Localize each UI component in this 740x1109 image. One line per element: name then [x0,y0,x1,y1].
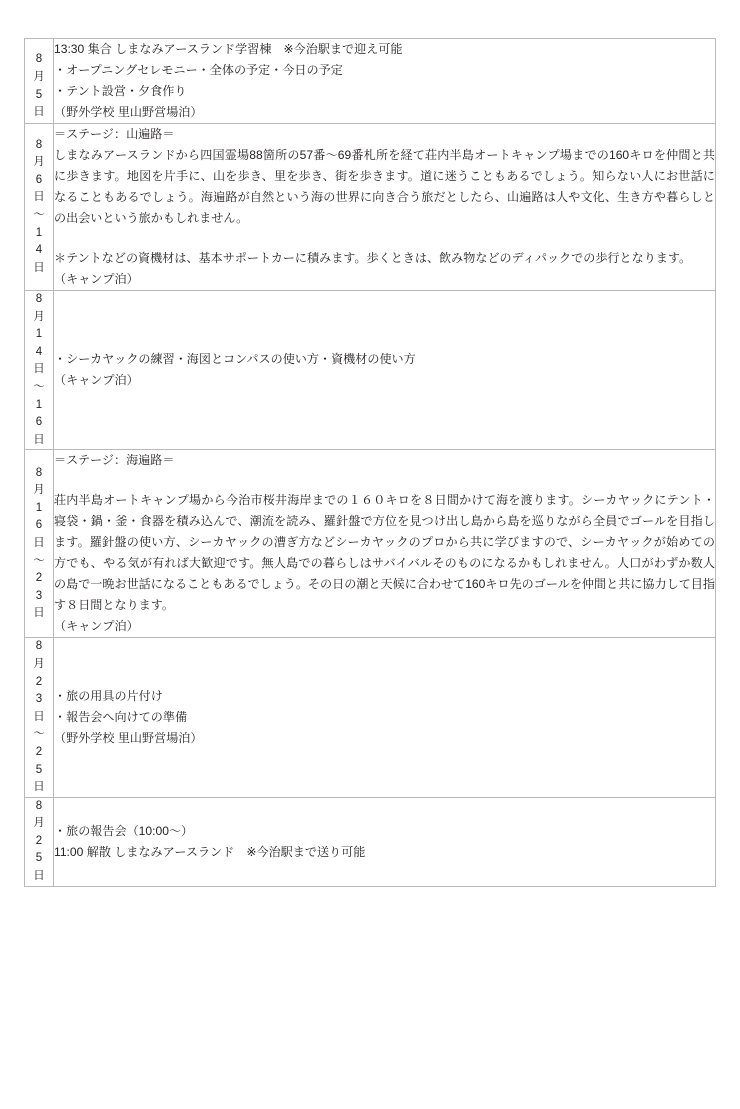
schedule-paragraph: ・旅の用具の片付け [54,689,163,704]
date-char: 2 [35,745,43,758]
schedule-paragraph: ・旅の報告会（10:00〜） [54,823,194,838]
schedule-paragraph: （野外学校 里山野営場泊） [54,105,203,119]
date-char: 6 [35,173,43,186]
date-char: 8 [35,53,43,66]
date-char: 月 [33,657,45,670]
table-row [25,291,716,450]
date-char: 日 [33,363,45,376]
date-char: 8 [35,293,43,305]
date-char: 月 [33,817,45,830]
table-row [25,797,716,886]
schedule-detail-cell [54,39,716,124]
date-char: 4 [35,244,43,257]
date-char: 2 [35,675,43,688]
date-cell [25,39,54,124]
schedule-table [24,38,716,887]
schedule-paragraph: ＊テントなどの資機材は、基本サポートカーに積みます。歩くときは、飲み物などのディパックでの歩行となります。 [54,251,692,265]
date-char: 〜 [33,209,45,221]
date-char: 5 [35,88,43,101]
date-char: 月 [33,156,45,169]
schedule-paragraph: 11:00 解散 しまなみアースランド ※今治駅まで送り可能 [54,844,366,859]
schedule-paragraph: （キャンプ泊） [54,373,139,388]
date-char: 月 [33,70,45,83]
table-row [25,39,716,124]
date-char: 〜 [33,728,45,741]
date-char: 5 [35,763,43,776]
date-char: 8 [35,799,43,812]
schedule-paragraph: ・報告会へ向けての準備 [54,710,188,725]
date-char: 〜 [33,554,45,567]
schedule-detail-cell [54,450,716,638]
date-char: 8 [35,640,43,653]
schedule-paragraph: しまなみアースランドから四国霊場88箇所の57番〜69番札所を経て荘内半島オートキャンプ場までの160キロを仲間と共に歩きます。地図を片手に、山を歩き、里を歩き、街を歩きます。道に迷うこともあるでしょう。知らない人にお世話になることもあるでしょう。海遍路が自然という海の世界に向き合う旅だとしたら、山遍路は人や文化、生き方や暮らしとの出会いという旅かもしれません。 [54,148,715,225]
date-char: 日 [33,191,45,204]
date-char: 2 [35,572,43,585]
date-char: 5 [35,852,43,865]
schedule-paragraph: 13:30 集合 しまなみアースランド学習棟 ※今治駅まで迎え可能 [54,42,403,56]
schedule-detail-cell [54,124,716,291]
table-row [25,124,716,291]
date-cell [25,797,54,886]
date-cell [25,638,54,797]
table-row [25,450,716,638]
date-char: 3 [35,693,43,706]
schedule-paragraph: 荘内半島オートキャンプ場から今治市桜井海岸までの１６０キロを８日間かけて海を渡ります。シーカヤックにテント・寝袋・鍋・釜・食器を積み込んで、潮流を読み、羅針盤で方位を見つけ出し島から島を巡りながら全員でゴールを目指します。羅針盤の使い方、シーカヤックの漕ぎ方などシーカヤックのプロから共に学びますので、シーカヤックが始めての方でも、やる気が有れば大歓迎です。無人島での暮らしはサバイバルそのものになるかもしれません。人口がわずか数人の島で一晩お世話になることもあるでしょう。その日の潮と天候に合わせて160キロ先のゴールを仲間と共に協力して目指す８日間となります。 [54,493,715,613]
date-char: 日 [33,106,45,119]
schedule-detail-cell [54,797,716,886]
date-char: 1 [35,226,43,239]
date-char: 1 [35,328,43,341]
date-char: 2 [35,834,43,847]
schedule-detail-cell [54,638,716,797]
date-char: 6 [35,416,43,429]
date-char: 6 [35,519,43,532]
date-char: 1 [35,501,43,514]
date-char: 8 [35,138,43,151]
date-char: 1 [35,398,43,411]
date-char: 8 [35,466,43,479]
schedule-paragraph: （キャンプ泊） [54,272,139,286]
date-char: 月 [33,484,45,497]
schedule-detail-cell [54,291,716,450]
date-cell [25,450,54,638]
date-char: 日 [33,781,45,794]
date-char: 日 [33,607,45,620]
date-char: 日 [33,537,45,550]
date-char: 日 [33,870,45,883]
date-char: 4 [35,345,43,358]
schedule-paragraph: ・テント設営・夕食作り [54,84,187,98]
schedule-paragraph: （キャンプ泊） [54,619,139,634]
schedule-table-body [25,39,716,887]
schedule-paragraph: （野外学校 里山野営場泊） [54,731,203,746]
date-char: 3 [35,589,43,602]
schedule-paragraph: ・シーカヤックの練習・海図とコンパスの使い方・資機材の使い方 [54,352,416,367]
date-char: 月 [33,310,45,323]
date-cell [25,124,54,291]
date-char: 日 [33,710,45,723]
schedule-paragraph: ・オープニングセレモニー・全体の予定・今日の予定 [54,63,343,77]
date-cell [25,291,54,450]
schedule-paragraph: ＝ステージ：山遍路＝ [54,127,175,141]
date-char: 日 [33,433,45,446]
date-char: 日 [33,261,45,274]
date-char: 〜 [33,380,45,393]
table-row [25,638,716,797]
schedule-paragraph: ＝ステージ：海遍路＝ [54,453,175,468]
